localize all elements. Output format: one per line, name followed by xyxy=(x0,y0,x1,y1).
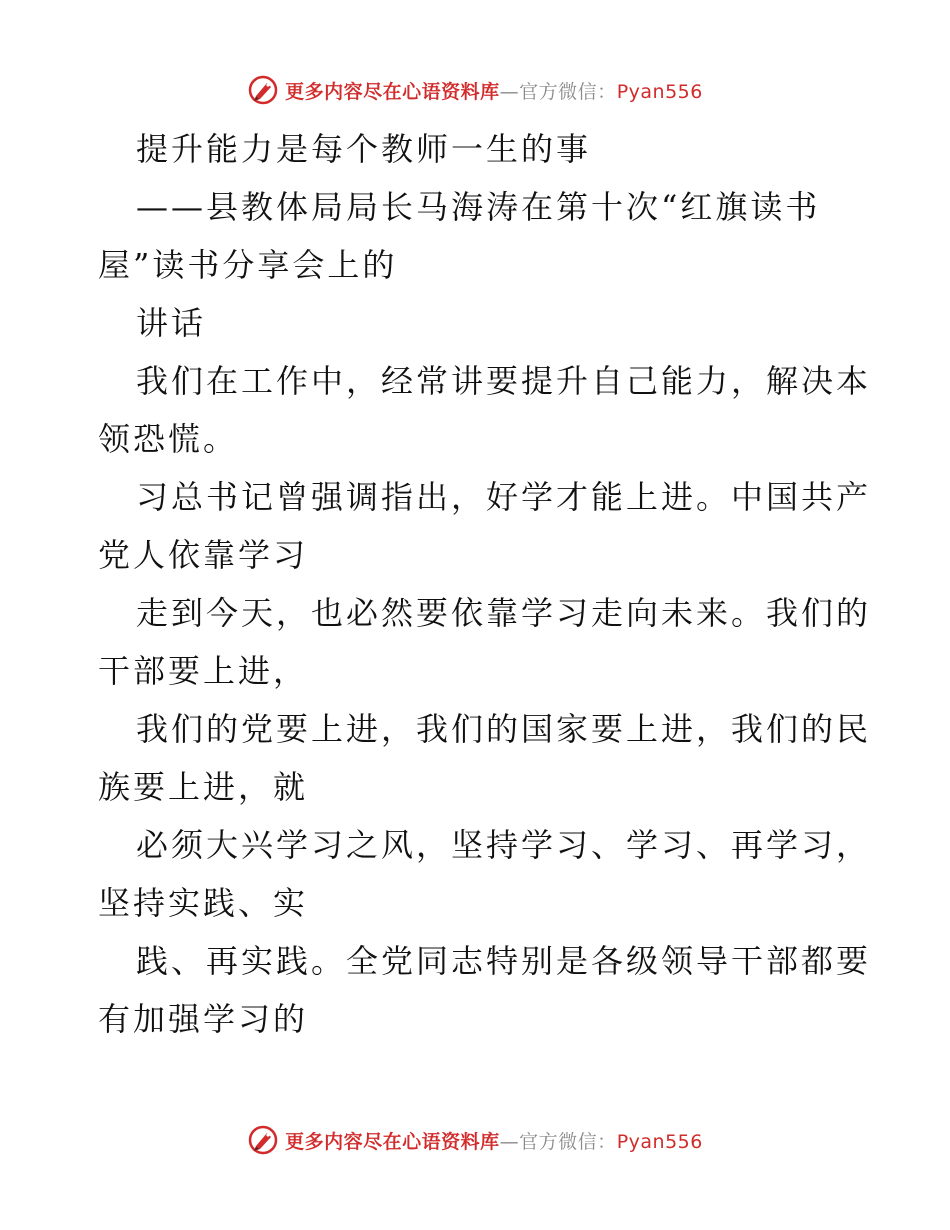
header-banner xyxy=(0,70,950,110)
text-line: 族要上进，就 xyxy=(98,768,309,806)
document-body xyxy=(98,120,872,1048)
text-line: 讲话 xyxy=(136,304,207,342)
text-line: 有加强学习的 xyxy=(98,1000,309,1038)
text-line: 我们的党要上进，我们的国家要上进，我们的民 xyxy=(136,710,872,748)
banner-dash: — xyxy=(499,1130,520,1153)
text-line: 领恐慌。 xyxy=(98,420,239,458)
text-line: 走到今天，也必然要依靠学习走向未来。我们的 xyxy=(136,594,872,632)
banner-wechat-id: Pyan556 xyxy=(616,1130,703,1153)
banner-text xyxy=(285,1127,703,1154)
text-line: 提升能力是每个教师一生的事 xyxy=(136,130,592,168)
text-line: 干部要上进， xyxy=(98,652,309,690)
text-line: 我们在工作中，经常讲要提升自己能力，解决本 xyxy=(136,362,872,400)
text-line: 坚持实践、实 xyxy=(98,884,309,922)
text-line: 屋”读书分享会上的 xyxy=(98,246,398,284)
text-line: 习总书记曾强调指出，好学才能上进。中国共产 xyxy=(136,478,872,516)
text-line: 必须大兴学习之风，坚持学习、学习、再学习， xyxy=(136,826,872,864)
banner-site-name: 更多内容尽在心语资料库 xyxy=(285,80,500,103)
banner-wechat-label: 官方微信： xyxy=(519,1130,617,1153)
banner-dash: — xyxy=(499,80,520,103)
banner-site-name: 更多内容尽在心语资料库 xyxy=(285,1130,500,1153)
pen-logo-icon xyxy=(247,1124,279,1156)
banner-wechat-id: Pyan556 xyxy=(616,80,703,103)
text-line: 践、再实践。全党同志特别是各级领导干部都要 xyxy=(136,942,872,980)
text-line: 党人依靠学习 xyxy=(98,536,309,574)
pen-logo-icon xyxy=(247,74,279,106)
banner-text xyxy=(285,77,703,104)
footer-banner xyxy=(0,1120,950,1160)
banner-wechat-label: 官方微信： xyxy=(519,80,617,103)
text-line: ——县教体局局长马海涛在第十次“红旗读书 xyxy=(136,188,821,226)
